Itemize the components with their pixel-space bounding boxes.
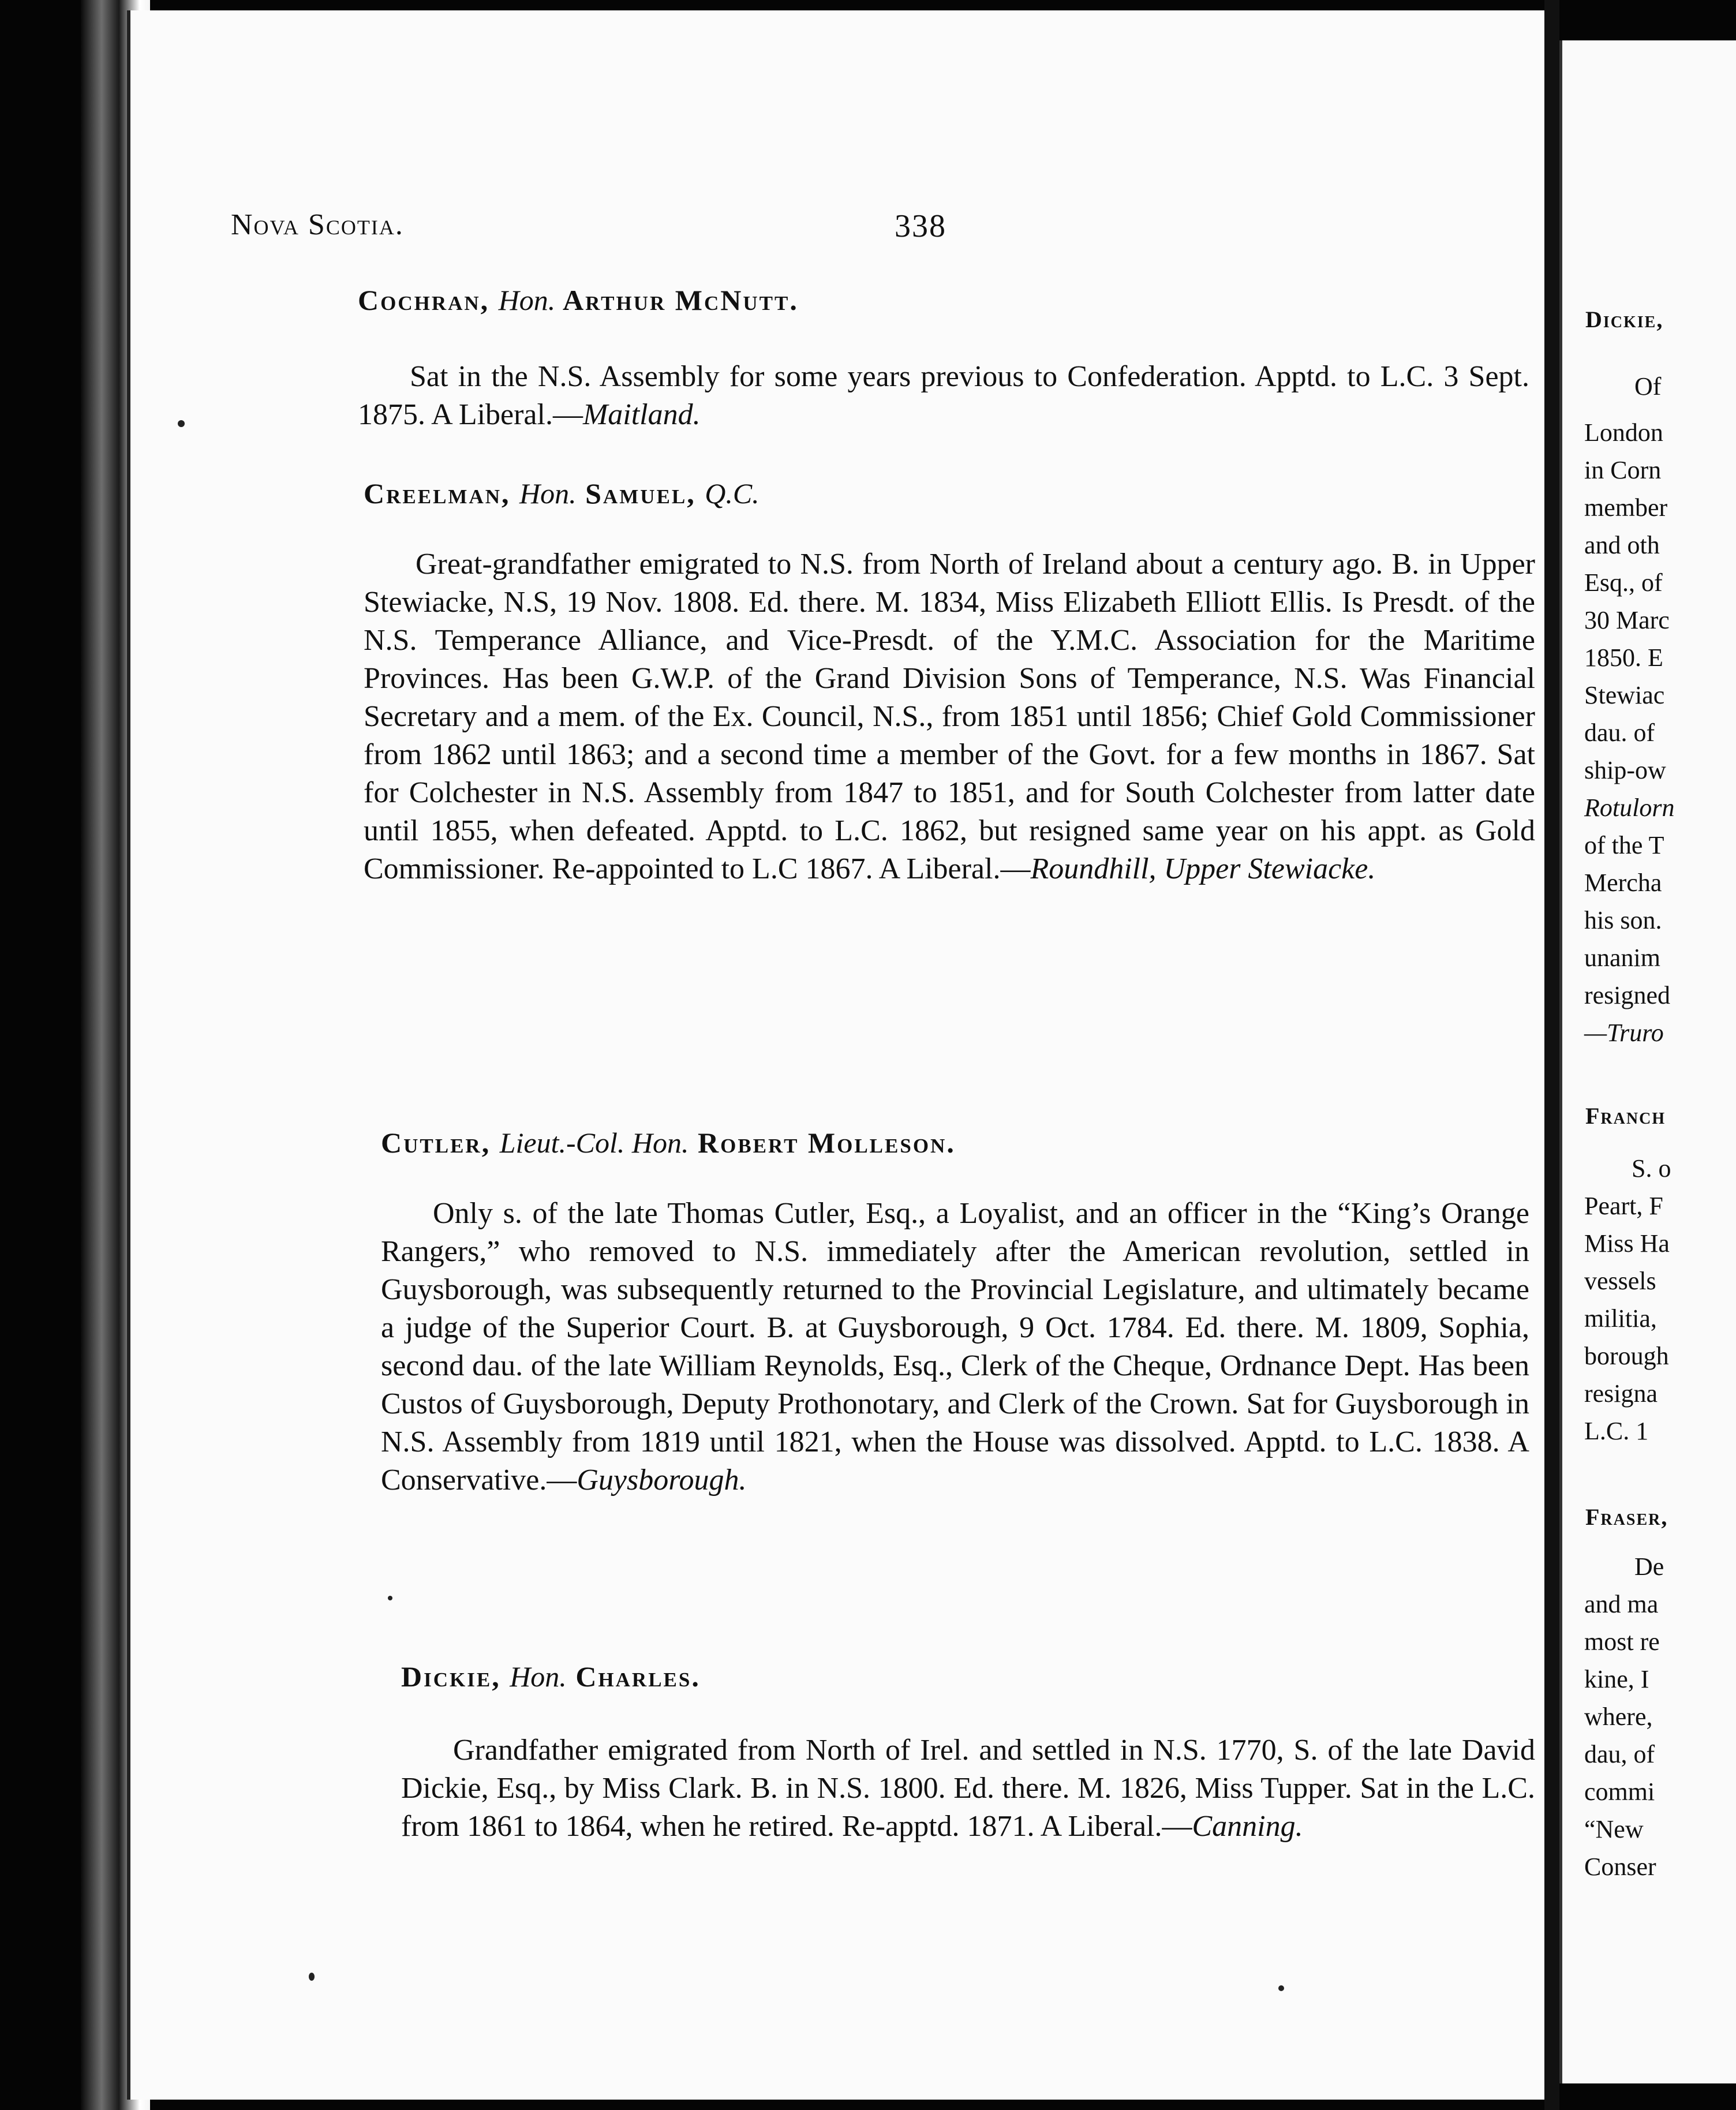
facing-page xyxy=(1559,40,1736,2083)
entry-residence: Guysborough. xyxy=(577,1464,747,1497)
facing-line: in Corn xyxy=(1584,456,1662,484)
facing-line: Mercha xyxy=(1584,869,1662,897)
entry-surname: Creelman, xyxy=(364,477,511,510)
facing-line: resigned xyxy=(1584,981,1671,1009)
entry-text xyxy=(358,358,1529,434)
entry-heading xyxy=(381,1123,1529,1163)
page-fold xyxy=(1544,0,1559,2110)
facing-line: dau. of xyxy=(1584,719,1655,747)
entry-title: Hon. xyxy=(519,477,577,510)
facing-line: Stewiac xyxy=(1584,681,1665,709)
facing-line: of the T xyxy=(1584,831,1664,859)
entry-text xyxy=(381,1195,1529,1499)
entry-heading xyxy=(358,280,1529,320)
facing-line: most re xyxy=(1584,1628,1660,1656)
page-header xyxy=(231,208,1039,254)
facing-line: where, xyxy=(1584,1703,1653,1731)
entry-body: Sat in the N.S. Assembly for some years previous to Confederation. Apptd. to L.C. 3 Sept. 1875. A Liberal.— xyxy=(358,360,1529,431)
facing-line: Miss Ha xyxy=(1584,1229,1670,1258)
entry-title: Lieut.-Col. Hon. xyxy=(499,1127,689,1159)
facing-line: 1850. E xyxy=(1584,644,1663,672)
entry-given-name: Robert Molleson. xyxy=(698,1127,956,1159)
facing-line: and oth xyxy=(1584,531,1660,559)
facing-head: Franch xyxy=(1585,1103,1666,1129)
facing-head: Fraser, xyxy=(1585,1504,1668,1530)
facing-line: Conser xyxy=(1584,1853,1656,1881)
facing-line: Rotulorn xyxy=(1584,794,1675,822)
facing-line: De xyxy=(1634,1552,1664,1581)
facing-head: Dickie, xyxy=(1585,306,1664,332)
scan-speck xyxy=(309,1973,315,1981)
scan-speck xyxy=(1278,1985,1284,1991)
entry-creelman xyxy=(364,473,1535,888)
facing-line: London xyxy=(1584,418,1663,447)
entry-title: Hon. xyxy=(498,284,556,316)
facing-line: Of xyxy=(1634,372,1662,401)
facing-line: 30 Marc xyxy=(1584,606,1670,634)
facing-line: member xyxy=(1584,493,1668,522)
scan-speck xyxy=(388,1596,392,1600)
entry-given-name: Arthur McNutt. xyxy=(563,284,799,316)
entry-residence: Maitland. xyxy=(582,398,701,431)
entry-residence: Roundhill, Upper Stewiacke. xyxy=(1030,852,1376,885)
entry-heading xyxy=(401,1656,1535,1697)
entry-given-name: Samuel, xyxy=(585,477,696,510)
entry-surname: Cutler, xyxy=(381,1127,491,1159)
facing-line: his son. xyxy=(1584,906,1662,934)
page-number: 338 xyxy=(895,208,946,244)
facing-line: dau, of xyxy=(1584,1740,1655,1768)
facing-line: Esq., of xyxy=(1584,568,1663,597)
entry-title: Hon. xyxy=(510,1660,567,1693)
entry-body: Great-grandfather emigrated to N.S. from North of Ireland about a century ago. B. in Upper Stewiacke, N.S, 19 Nov. 1808. Ed. there. M. 1834, Miss Elizabeth Elliott Ellis. Is Presdt. of the N.S. Temperance Alliance, and Vice-Presdt. of the Y.M.C. Association for the Maritime Provinces. Has been G.W.P. of the Grand Division Sons of Temperance, N.S. Was Financial Secretary and a mem. of the Ex. Council, N.S., from 1851 until 1856; Chief Gold Commissioner from 1862 until 1863; and a second time a member of the Govt. for a few months in 1867. Sat for Colchester in N.S. Assembly from 1847 to 1851, and for South Colchester from latter date until 1855, when defeated. Apptd. to L.C. 1862, but resigned same year on his appt. as Gold Commissioner. Re-appointed to L.C 1867. A Liberal.— xyxy=(364,548,1535,885)
facing-line: L.C. 1 xyxy=(1584,1417,1649,1445)
entry-residence: Canning. xyxy=(1192,1810,1303,1843)
facing-line: unanim xyxy=(1584,944,1660,972)
entry-heading xyxy=(364,473,1535,514)
facing-line: militia, xyxy=(1584,1304,1657,1333)
entry-suffix: Q.C. xyxy=(705,477,760,510)
entry-cochran xyxy=(358,280,1529,434)
entry-cutler xyxy=(381,1123,1529,1499)
facing-line: Peart, F xyxy=(1584,1192,1663,1220)
entry-dickie xyxy=(401,1656,1535,1846)
facing-line: commi xyxy=(1584,1778,1655,1806)
running-head: Nova Scotia. xyxy=(231,208,404,241)
facing-line: —Truro xyxy=(1584,1019,1664,1047)
facing-line: borough xyxy=(1584,1342,1669,1370)
facing-line: kine, I xyxy=(1584,1665,1649,1693)
entry-surname: Dickie, xyxy=(401,1660,501,1693)
facing-line: and ma xyxy=(1584,1590,1659,1618)
facing-line: resigna xyxy=(1584,1379,1658,1408)
entry-text xyxy=(401,1731,1535,1846)
facing-line: S. o xyxy=(1632,1154,1671,1183)
facing-line: ship-ow xyxy=(1584,756,1666,784)
facing-line: “New xyxy=(1584,1815,1644,1843)
entry-surname: Cochran, xyxy=(358,284,490,316)
entry-given-name: Charles. xyxy=(575,1660,701,1693)
entry-text xyxy=(364,545,1535,888)
facing-line: vessels xyxy=(1584,1267,1656,1295)
scan-speck xyxy=(178,420,185,427)
entry-body: Only s. of the late Thomas Cutler, Esq., a Loyalist, and an officer in the “King’s Orange Rangers,” who removed to N.S. immediately after the American revolution, settled in Guysborough, was subsequently returned to the Provincial Legislature, and ultimately became a judge of the Superior Court. B. at Guysborough, 9 Oct. 1784. Ed. there. M. 1809, Sophia, second dau. of the late William Reynolds, Esq., Clerk of the Cheque, Ordnance Dept. Has been Custos of Guysborough, Deputy Prothonotary, and Clerk of the Crown. Sat for Guysborough in N.S. Assembly from 1819 until 1821, when the House was dissolved. Apptd. to L.C. 1838. A Conservative.— xyxy=(381,1197,1529,1497)
entry-body: Grandfather emigrated from North of Irel. and settled in N.S. 1770, S. of the late David Dickie, Esq., by Miss Clark. B. in N.S. 1800. Ed. there. M. 1826, Miss Tupper. Sat in the L.C. from 1861 to 1864, when he retired. Re-apptd. 1871. A Liberal.— xyxy=(401,1734,1535,1843)
